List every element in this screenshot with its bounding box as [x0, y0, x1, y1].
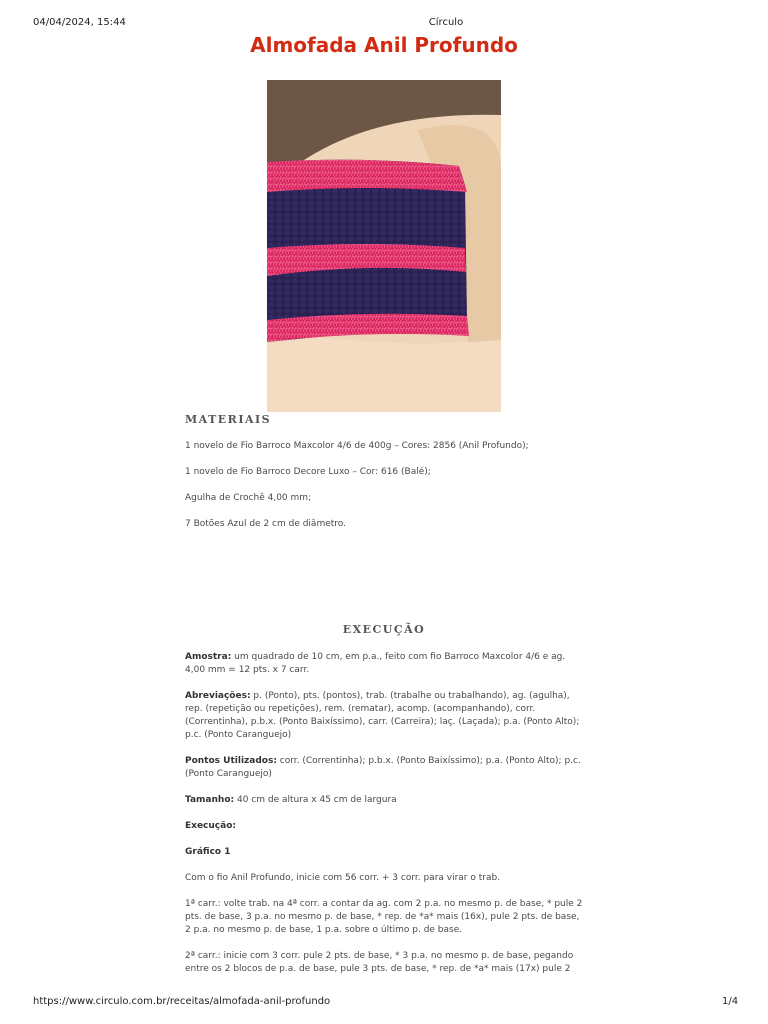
amostra-paragraph — [185, 651, 583, 677]
execution-heading: EXECUÇÃO — [342, 623, 426, 636]
abreviacoes-text: p. (Ponto), pts. (pontos), trab. (trabalhe ou trabalhando), ag. (agulha), rep. (repetição ou repetições), rem. (rematar), acomp. (acompanhando), corr. (Correntinha), p.b.x. (Ponto Baixíssimo), carr. (Carreira); laç. (Laçada); p.a. (Ponto Alto); p.c. (Ponto Caranguejo) — [185, 691, 580, 740]
print-datetime: 04/04/2024, 15:44 — [33, 17, 126, 28]
page-title: Almofada Anil Profundo — [250, 33, 518, 57]
grafico-subheading: Gráfico 1 — [185, 847, 231, 857]
amostra-text: um quadrado de 10 cm, em p.a., feito com fio Barroco Maxcolor 4/6 e ag. 4,00 mm = 12 pts. x 7 carr. — [185, 652, 566, 675]
tamanho-label: Tamanho: — [185, 795, 235, 805]
material-item: 1 novelo de Fio Barroco Decore Luxo – Cor: 616 (Balé); — [185, 467, 431, 477]
abreviacoes-paragraph — [185, 690, 583, 742]
page-number: 1/4 — [722, 996, 739, 1007]
amostra-label: Amostra: — [185, 652, 232, 662]
abreviacoes-label: Abreviações: — [185, 691, 251, 701]
material-item: 1 novelo de Fio Barroco Maxcolor 4/6 de 400g – Cores: 2856 (Anil Profundo); — [185, 441, 529, 451]
print-site-name: Círculo — [428, 17, 464, 28]
pontos-label: Pontos Utilizados: — [185, 756, 277, 766]
materials-heading: MATERIAIS — [185, 413, 272, 426]
tamanho-text: 40 cm de altura x 45 cm de largura — [234, 795, 397, 805]
instruction-paragraph: 2ª carr.: inicie com 3 corr. pule 2 pts. de base, * 3 p.a. no mesmo p. de base, pegando entre os 2 blocos de p.a. de base, pule 3 pts. de base, * rep. de *a* mais (17x) pule 2 — [185, 951, 574, 974]
print-url: https://www.circulo.com.br/receitas/almofada-anil-profundo — [33, 996, 331, 1007]
pontos-paragraph — [185, 755, 583, 781]
material-item: Agulha de Crochê 4,00 mm; — [185, 493, 312, 503]
instruction-paragraph: Com o fio Anil Profundo, inicie com 56 corr. + 3 corr. para virar o trab. — [185, 873, 501, 883]
materials-list — [185, 440, 583, 531]
pillow-photo — [267, 80, 501, 412]
pontos-text: corr. (Correntinha); p.b.x. (Ponto Baixíssimo); p.a. (Ponto Alto); p.c. (Ponto Caranguejo) — [185, 756, 581, 779]
material-item: 7 Botões Azul de 2 cm de diâmetro. — [185, 519, 346, 529]
execution-body — [185, 651, 583, 976]
execucao-subheading: Execução: — [185, 821, 236, 831]
tamanho-paragraph — [185, 794, 583, 807]
instruction-paragraph: 1ª carr.: volte trab. na 4ª corr. a contar da ag. com 2 p.a. no mesmo p. de base, * pule 2 pts. de base, 3 p.a. no mesmo p. de base, * rep. de *a* mais (16x), pule 2 pts. de base, 2 p.a. no mesmo p. de base, 1 p.a. sobre o último p. de base. — [185, 899, 583, 935]
